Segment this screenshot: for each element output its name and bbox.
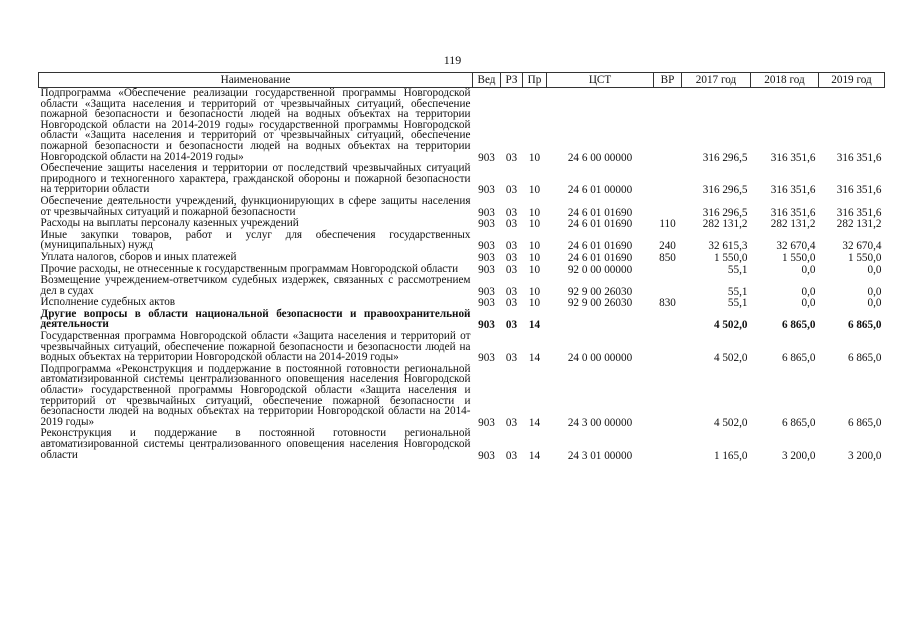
cell-pr: 14	[528, 416, 541, 429]
cell-cst: 92 0 00 00000	[567, 263, 633, 276]
cell-rz: 03	[505, 240, 518, 253]
cell-cst: 24 6 01 01690	[567, 218, 633, 231]
cell-cst: 24 6 01 00000	[567, 184, 633, 197]
header-2018: 2018 год	[751, 73, 819, 88]
cell-2017: 1 165,0	[713, 449, 748, 462]
cell-ved: 903	[478, 184, 495, 197]
table-row	[39, 88, 885, 164]
cell-rz: 03	[505, 416, 518, 429]
cell-ved: 903	[478, 297, 495, 310]
table-row	[39, 252, 885, 264]
cell-2019: 0,0	[867, 263, 882, 276]
cell-2019: 6 865,0	[847, 352, 882, 365]
cell-2019: 316 351,6	[836, 151, 882, 164]
cell-ved: 903	[478, 319, 495, 332]
cell-pr: 10	[528, 263, 541, 276]
cell-2017: 32 615,3	[708, 240, 748, 253]
cell-2019: 282 131,2	[836, 218, 882, 231]
cell-2017: 55,1	[727, 263, 748, 276]
cell-2017: 316 296,5	[702, 151, 748, 164]
cell-rz: 03	[505, 184, 518, 197]
cell-rz: 03	[505, 263, 518, 276]
table-header-row	[39, 73, 885, 88]
cell-2017: 1 550,0	[713, 251, 748, 264]
cell-2018: 316 351,6	[770, 151, 816, 164]
cell-ved: 903	[478, 206, 495, 219]
cell-pr: 10	[528, 240, 541, 253]
cell-vr	[654, 264, 682, 276]
cell-2017: 4 502,0	[713, 352, 748, 365]
cell-ved: 903	[478, 151, 495, 164]
cell-name: Исполнение судебных актов	[40, 296, 176, 309]
cell-name: Государственная программа Новгородской области «Защита населения и территорий от чрезвычайных ситуаций, обеспечение пожарной безопасности и безопасности людей на водных объектах на территории Новгородской области на 2014-2019 годы»	[40, 330, 471, 364]
table-row	[39, 163, 885, 196]
cell-ved: 903	[478, 263, 495, 276]
cell-rz: 03	[505, 449, 518, 462]
cell-2017: 282 131,2	[702, 218, 748, 231]
cell-name: Другие вопросы в области национальной безопасности и правоохранительной деятельности	[40, 307, 471, 331]
cell-pr: 14	[528, 352, 541, 365]
cell-pr: 10	[528, 285, 541, 298]
cell-pr: 10	[528, 184, 541, 197]
cell-rz: 03	[505, 206, 518, 219]
cell-cst: 24 3 01 00000	[567, 449, 633, 462]
cell-2017: 4 502,0	[713, 319, 748, 332]
cell-name: Обеспечение деятельности учреждений, функционирующих в сфере защиты населения от чрезвычайных ситуаций и пожарной безопасности	[40, 194, 471, 218]
cell-2018: 6 865,0	[781, 416, 816, 429]
cell-2019: 0,0	[867, 285, 882, 298]
table-row	[39, 364, 885, 429]
cell-rz: 03	[505, 297, 518, 310]
cell-name: Реконструкция и поддержание в постоянной готовности региональной автоматизированной системы централизованного оповещения населения Новгородской области	[40, 427, 471, 461]
cell-name: Расходы на выплаты персоналу казенных учреждений	[40, 217, 299, 230]
table-body	[39, 88, 885, 462]
cell-2017: 316 296,5	[702, 206, 748, 219]
cell-rz: 03	[505, 285, 518, 298]
cell-pr: 10	[528, 251, 541, 264]
cell-2018: 282 131,2	[770, 218, 816, 231]
cell-name: Возмещение учреждением-ответчиком судебных издержек, связанных с рассмотрением дел в судах	[40, 274, 471, 297]
cell-cst: 24 6 01 01690	[567, 240, 633, 253]
header-ved: Вед	[473, 73, 501, 88]
cell-vr: 850	[659, 251, 676, 264]
cell-pr: 14	[528, 319, 541, 332]
cell-ved: 903	[478, 449, 495, 462]
cell-2019: 32 670,4	[842, 240, 882, 253]
cell-2019: 1 550,0	[847, 251, 882, 264]
cell-2018: 3 200,0	[781, 449, 816, 462]
cell-ved: 903	[478, 352, 495, 365]
cell-2019: 0,0	[867, 297, 882, 310]
cell-ved: 903	[478, 416, 495, 429]
cell-ved: 903	[478, 240, 495, 253]
table-row	[39, 230, 885, 252]
table-row	[39, 275, 885, 297]
cell-2019: 6 865,0	[847, 319, 882, 332]
cell-vr: 830	[659, 297, 676, 310]
header-name: Наименование	[39, 73, 473, 88]
table-row	[39, 309, 885, 331]
cell-cst	[547, 309, 654, 331]
header-2019: 2019 год	[819, 73, 885, 88]
cell-rz: 03	[505, 251, 518, 264]
cell-2019: 3 200,0	[847, 449, 882, 462]
cell-rz: 03	[505, 218, 518, 231]
table-row	[39, 196, 885, 218]
cell-pr: 14	[528, 449, 541, 462]
cell-name: Иные закупки товаров, работ и услуг для обеспечения государственных (муниципальных) нужд	[40, 228, 471, 252]
cell-pr: 10	[528, 151, 541, 164]
header-pr: Пр	[523, 73, 547, 88]
cell-ved: 903	[478, 285, 495, 298]
cell-vr	[654, 196, 682, 218]
cell-pr: 10	[528, 206, 541, 219]
cell-cst: 24 6 01 01690	[567, 251, 633, 264]
budget-table	[38, 72, 885, 461]
cell-2018: 316 351,6	[770, 206, 816, 219]
cell-2018: 0,0	[801, 285, 816, 298]
cell-name: Подпрограмма «Обеспечение реализации государственной программы Новгородской области «Защита населения и территорий от чрезвычайных ситуаций, обеспечение пожарной безопасности и безопасности людей на водных объектах на территории Новгородской области на 2014-2019 годы» государственной программы Новгородской области «Защита населения и территорий от чрезвычайных ситуаций, обеспечение пожарной безопасности и безопасности людей на водных объектах на территории Новгородской области на 2014-2019 годы»	[40, 87, 471, 163]
cell-name: Прочие расходы, не отнесенные к государственным программам Новгородской области	[40, 262, 459, 275]
cell-cst: 24 3 00 00000	[567, 416, 633, 429]
cell-vr	[654, 88, 682, 164]
cell-vr	[654, 163, 682, 196]
table-row	[39, 218, 885, 230]
cell-2018: 6 865,0	[781, 319, 816, 332]
cell-cst: 24 0 00 00000	[567, 352, 633, 365]
cell-ved: 903	[478, 218, 495, 231]
header-vr: ВР	[654, 73, 682, 88]
cell-pr: 10	[528, 297, 541, 310]
cell-cst: 92 9 00 26030	[567, 297, 633, 310]
table-row	[39, 331, 885, 364]
cell-2017: 55,1	[727, 285, 748, 298]
cell-vr	[654, 364, 682, 429]
cell-2018: 0,0	[801, 297, 816, 310]
header-cst: ЦСТ	[547, 73, 654, 88]
cell-vr	[654, 331, 682, 364]
cell-2018: 1 550,0	[781, 251, 816, 264]
cell-2019: 316 351,6	[836, 206, 882, 219]
cell-name: Обеспечение защиты населения и территории от последствий чрезвычайных ситуаций природного и техногенного характера, гражданской обороны и пожарной безопасности на территории области	[40, 162, 471, 196]
cell-2019: 6 865,0	[847, 416, 882, 429]
cell-cst: 24 6 00 00000	[567, 151, 633, 164]
table-row	[39, 428, 885, 461]
cell-2018: 316 351,6	[770, 184, 816, 197]
cell-rz: 03	[505, 319, 518, 332]
cell-vr: 240	[659, 240, 676, 253]
cell-cst: 92 9 00 26030	[567, 285, 633, 298]
cell-vr: 110	[659, 218, 676, 231]
cell-pr: 10	[528, 218, 541, 231]
cell-2017: 4 502,0	[713, 416, 748, 429]
cell-name: Уплата налогов, сборов и иных платежей	[40, 250, 237, 263]
cell-vr	[654, 309, 682, 331]
cell-rz: 03	[505, 352, 518, 365]
cell-cst: 24 6 01 01690	[567, 206, 633, 219]
header-2017: 2017 год	[682, 73, 751, 88]
cell-ved: 903	[478, 251, 495, 264]
cell-vr	[654, 275, 682, 297]
cell-2019: 316 351,6	[836, 184, 882, 197]
cell-name: Подпрограмма «Реконструкция и поддержание в постоянной готовности региональной автоматизированной системы централизованного оповещения населения Новгородской области» государственной программы Новгородской области «Защита населения и территорий от чрезвычайных ситуаций, обеспечение пожарной безопасности и безопасности людей на водных объектах на территории Новгородской области на 2014-2019 годы»	[40, 362, 471, 428]
cell-2017: 55,1	[727, 297, 748, 310]
page-number: 119	[443, 53, 462, 67]
cell-2018: 6 865,0	[781, 352, 816, 365]
cell-2017: 316 296,5	[702, 184, 748, 197]
cell-2018: 32 670,4	[776, 240, 816, 253]
cell-rz: 03	[505, 151, 518, 164]
header-rz: РЗ	[501, 73, 523, 88]
cell-2018: 0,0	[801, 263, 816, 276]
cell-vr	[654, 428, 682, 461]
